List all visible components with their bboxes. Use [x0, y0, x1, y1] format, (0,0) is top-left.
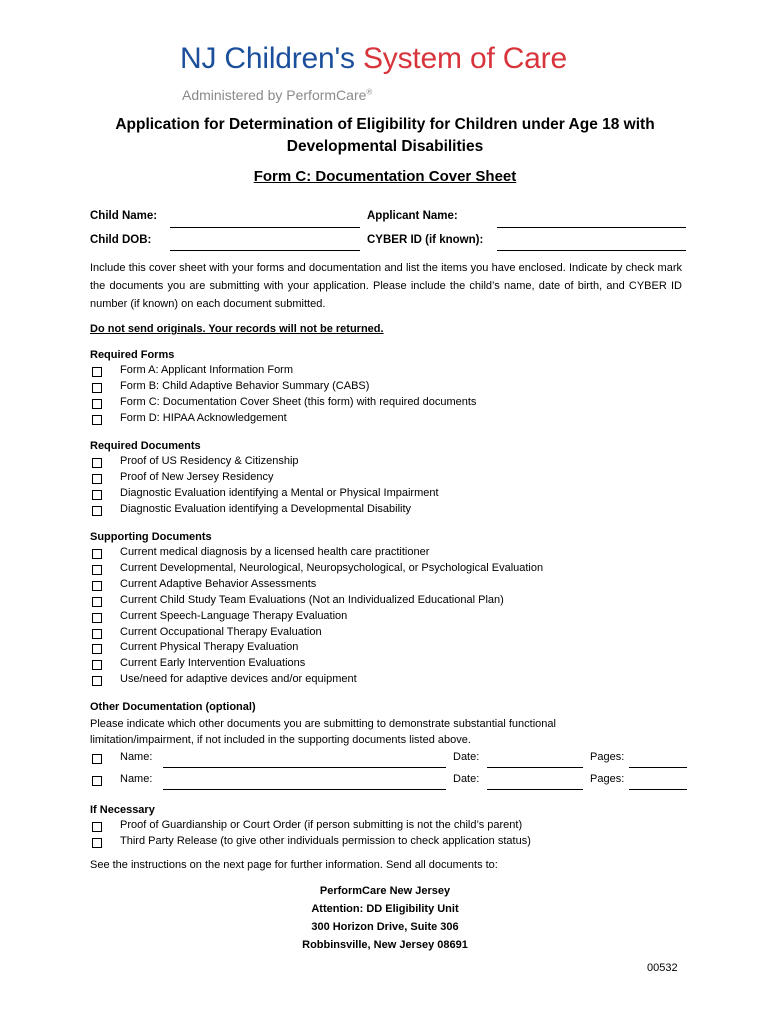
- other-date-field[interactable]: [487, 789, 583, 790]
- logo-subtitle: [182, 87, 372, 103]
- required-document-item[interactable]: Diagnostic Evaluation identifying a Developmental Disability: [90, 503, 690, 519]
- other-pages-field[interactable]: [629, 789, 687, 790]
- supporting-document-item[interactable]: Current Occupational Therapy Evaluation: [90, 626, 690, 642]
- checkbox[interactable]: [92, 676, 102, 686]
- required-document-item[interactable]: Diagnostic Evaluation identifying a Mental or Physical Impairment: [90, 487, 690, 503]
- checkbox[interactable]: [92, 474, 102, 484]
- other-documentation-heading: Other Documentation (optional): [90, 701, 256, 713]
- checkbox[interactable]: [92, 613, 102, 623]
- address-line-3: 300 Horizon Drive, Suite 306: [311, 921, 459, 933]
- other-name-label: Name:: [120, 751, 153, 763]
- cyber-id-label: CYBER ID (if known):: [367, 234, 484, 246]
- other-name-field[interactable]: [163, 789, 446, 790]
- if-necessary-item[interactable]: Third Party Release (to give other individuals permission to check application status): [90, 835, 690, 851]
- supporting-document-item[interactable]: Current Early Intervention Evaluations: [90, 657, 690, 673]
- logo-part-1: NJ Children's: [180, 42, 355, 75]
- other-name-label: Name:: [120, 773, 153, 785]
- other-date-label: Date:: [453, 751, 480, 763]
- required-document-item[interactable]: Proof of New Jersey Residency: [90, 471, 690, 487]
- supporting-document-item[interactable]: Use/need for adaptive devices and/or equipment: [90, 673, 690, 689]
- supporting-document-item[interactable]: Current Developmental, Neurological, Neuropsychological, or Psychological Evaluation: [90, 562, 690, 578]
- checkbox[interactable]: [92, 644, 102, 654]
- other-date-label: Date:: [453, 773, 480, 785]
- supporting-document-item[interactable]: Current Speech-Language Therapy Evaluation: [90, 610, 690, 626]
- checkbox[interactable]: [92, 549, 102, 559]
- if-necessary-heading: If Necessary: [90, 804, 155, 816]
- child-dob-label: Child DOB:: [90, 234, 152, 246]
- address-line-1: PerformCare New Jersey: [319, 885, 451, 897]
- registered-mark: ®: [366, 87, 373, 97]
- required-form-item[interactable]: Form D: HIPAA Acknowledgement: [90, 412, 690, 428]
- child-dob-field[interactable]: [170, 250, 360, 251]
- logo: [180, 42, 567, 76]
- child-name-field[interactable]: [170, 227, 360, 228]
- checkbox[interactable]: [92, 383, 102, 393]
- checkbox[interactable]: [92, 822, 102, 832]
- checkbox[interactable]: [92, 565, 102, 575]
- supporting-document-item[interactable]: Current medical diagnosis by a licensed health care practitioner: [90, 546, 690, 562]
- other-pages-label: Pages:: [590, 751, 625, 763]
- required-document-item[interactable]: Proof of US Residency & Citizenship: [90, 455, 690, 471]
- required-documents-heading: Required Documents: [90, 440, 201, 452]
- checkbox[interactable]: [92, 660, 102, 670]
- checkbox[interactable]: [92, 629, 102, 639]
- logo-subtitle-text: Administered by PerformCare: [182, 87, 367, 103]
- logo-part-2: System of Care: [363, 42, 567, 75]
- required-form-item[interactable]: Form B: Child Adaptive Behavior Summary (CABS): [90, 380, 690, 396]
- checkbox[interactable]: [92, 458, 102, 468]
- supporting-document-item[interactable]: Current Child Study Team Evaluations (Not an Individualized Educational Plan): [90, 594, 690, 610]
- checkbox[interactable]: [92, 506, 102, 516]
- other-pages-field[interactable]: [629, 767, 687, 768]
- page-title-line-1: Application for Determination of Eligibility for Children under Age 18 with: [115, 116, 655, 133]
- address-line-4: Robbinsville, New Jersey 08691: [302, 939, 468, 951]
- supporting-documents-heading: Supporting Documents: [90, 531, 212, 543]
- checkbox[interactable]: [92, 490, 102, 500]
- form-number: 00532: [647, 962, 678, 974]
- instructions-text: See the instructions on the next page for further information. Send all documents to:: [90, 859, 498, 871]
- checkbox[interactable]: [92, 776, 102, 786]
- required-form-item[interactable]: Form A: Applicant Information Form: [90, 364, 690, 380]
- form-subtitle: Form C: Documentation Cover Sheet: [253, 168, 517, 185]
- if-necessary-item[interactable]: Proof of Guardianship or Court Order (if person submitting is not the child’s parent): [90, 819, 690, 835]
- checkbox[interactable]: [92, 838, 102, 848]
- checkbox[interactable]: [92, 754, 102, 764]
- applicant-name-field[interactable]: [497, 227, 686, 228]
- originals-notice: Do not send originals. Your records will not be returned.: [90, 323, 384, 335]
- other-pages-label: Pages:: [590, 773, 625, 785]
- intro-paragraph: Include this cover sheet with your forms and documentation and list the items you have enclosed. Indicate by check mark the documents you are submitting with your application. Please include the child’s name, date of birth, and CYBER ID number (if known) on each document submitted.: [90, 262, 682, 311]
- other-name-field[interactable]: [163, 767, 446, 768]
- supporting-document-item[interactable]: Current Adaptive Behavior Assessments: [90, 578, 690, 594]
- cyber-id-field[interactable]: [497, 250, 686, 251]
- supporting-document-item[interactable]: Current Physical Therapy Evaluation: [90, 641, 690, 657]
- checkbox[interactable]: [92, 367, 102, 377]
- checkbox[interactable]: [92, 581, 102, 591]
- checkbox[interactable]: [92, 597, 102, 607]
- address-line-2: Attention: DD Eligibility Unit: [311, 903, 459, 915]
- required-form-item[interactable]: Form C: Documentation Cover Sheet (this form) with required documents: [90, 396, 690, 412]
- page-title-line-2: Developmental Disabilities: [286, 138, 484, 155]
- required-forms-heading: Required Forms: [90, 349, 175, 361]
- child-name-label: Child Name:: [90, 210, 158, 222]
- other-date-field[interactable]: [487, 767, 583, 768]
- other-documentation-text-line-2: limitation/impairment, if not included in the supporting documents listed above.: [90, 734, 471, 746]
- applicant-name-label: Applicant Name:: [367, 210, 458, 222]
- other-documentation-text-line-1: Please indicate which other documents you are submitting to demonstrate substantial functional: [90, 718, 556, 730]
- checkbox[interactable]: [92, 399, 102, 409]
- checkbox[interactable]: [92, 415, 102, 425]
